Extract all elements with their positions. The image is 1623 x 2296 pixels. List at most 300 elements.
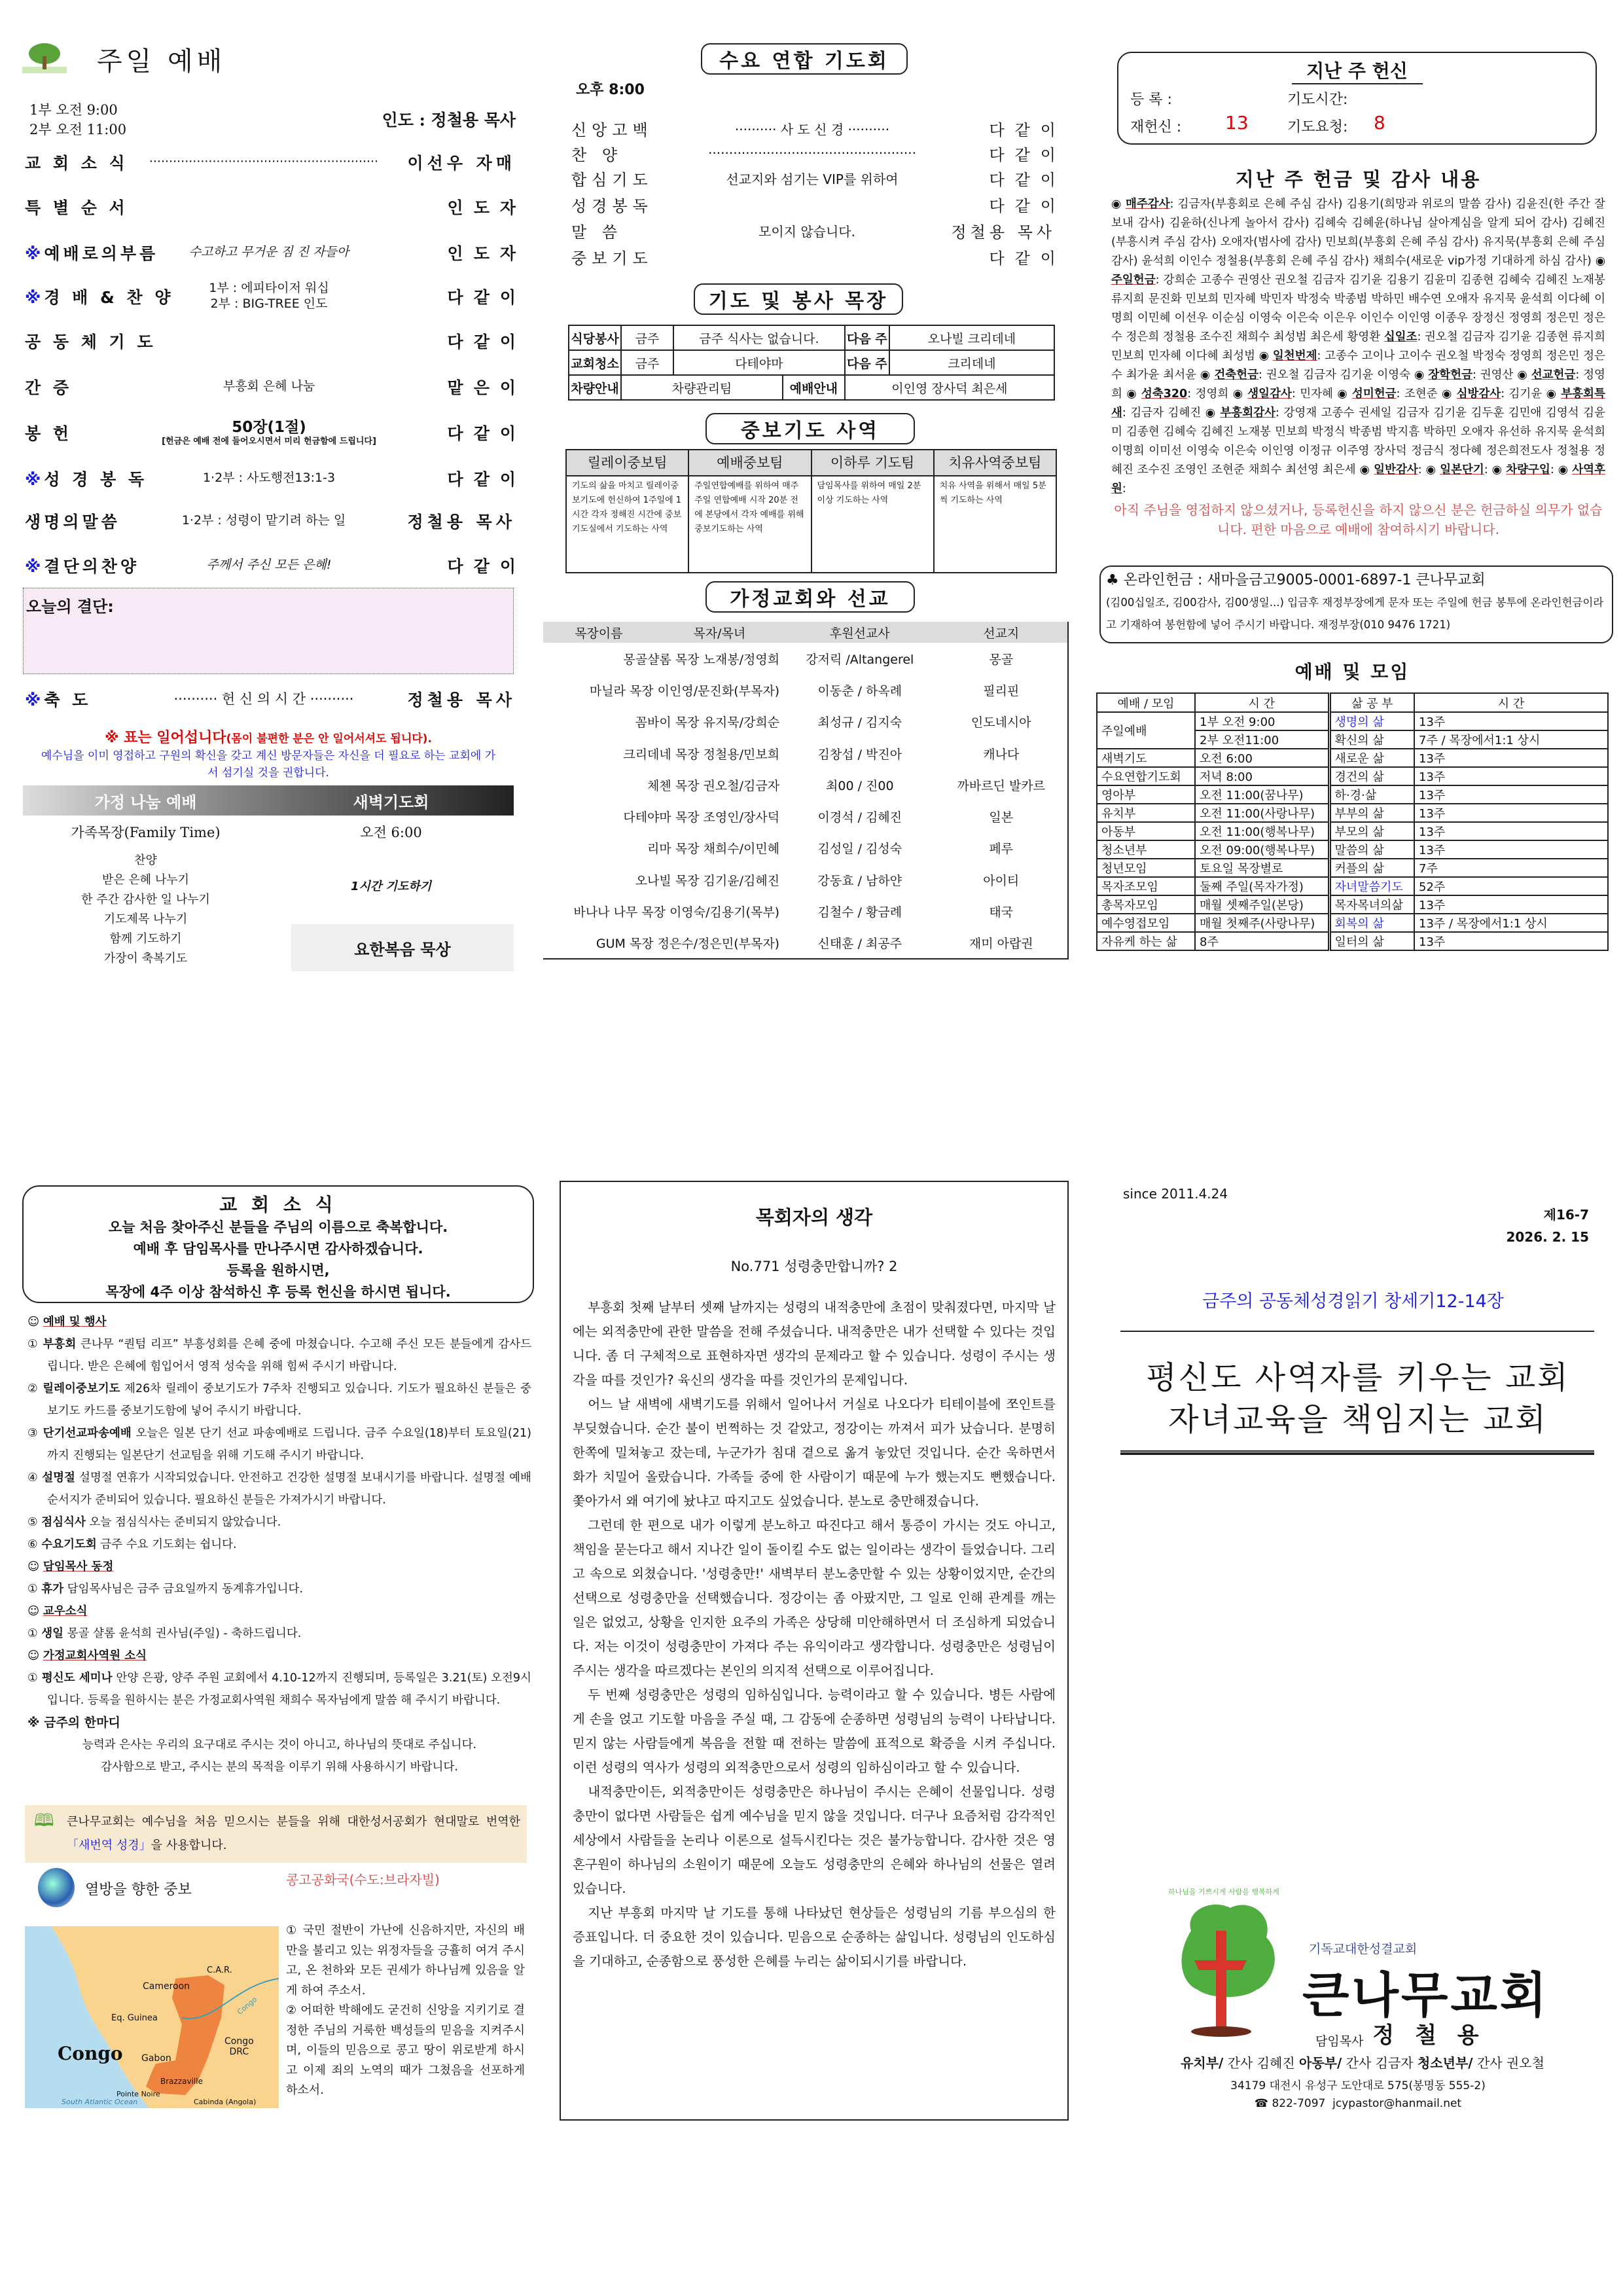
mission-row xyxy=(543,895,1067,927)
welcome-line: 목장에 4주 이상 참석하신 후 등록 헌신을 하시면 됩니다. xyxy=(105,1284,451,1300)
benediction-mid: ·········· 헌 신 의 시 간 ·········· xyxy=(173,691,354,707)
team-desc: 주일연합예배를 위하여 매주 주일 연합예배 시작 20분 전에 본당에서 각자 예배를 위해 중보기도하는 사역 xyxy=(688,476,811,573)
bullet-icon: ◉ xyxy=(1258,350,1270,363)
staff-dept: 유치부/ xyxy=(1181,2055,1224,2071)
phone-number: 822-7097 xyxy=(1272,2097,1326,2110)
life-study: 회복의 삶 xyxy=(1329,914,1414,932)
globe-icon xyxy=(38,1868,75,1907)
nations-title: 열방을 향한 중보 xyxy=(85,1882,192,1898)
meetings-row xyxy=(1097,932,1608,950)
mission-table xyxy=(543,622,1069,960)
news-item xyxy=(27,1467,531,1511)
mokjang-name: 리마 목장 xyxy=(647,842,700,857)
home-worship-header: 가정 나눔 예배 xyxy=(94,793,197,812)
bible-version-pre: 큰나무교회는 예수님을 처음 믿으시는 분들을 위해 대한성서공회가 현대말로 번역한 xyxy=(67,1815,520,1829)
worship-order-row xyxy=(25,552,526,579)
life-study-weeks: 13주 / 목장에서1:1 상시 xyxy=(1414,914,1608,932)
church-news-title: 교 회 소 식 xyxy=(219,1194,337,1215)
essay-paragraph: 두 번째 성령충만은 성령의 임하심입니다. 능력이라고 할 수 있습니다. 병든 사람에게 손을 얹고 기도할 마음을 주실 때, 그 감동에 순종하면 성령님의 능력이 나타납니다. 믿지 않는 사람들에게 복음을 전할 때 전하는 말씀에 표적으로 확증을 시켜 주십니다. 이런 성령의 역사가 성령의 외적충만으로서 성령의 임하심이라고 할 수 있습니다. xyxy=(573,1687,1056,1775)
life-study-weeks: 7주 / 목장에서1:1 상시 xyxy=(1414,730,1608,749)
offering-names: 권영산 xyxy=(1480,368,1514,382)
nations-prayers xyxy=(286,1921,525,2101)
decision-box[interactable] xyxy=(23,588,514,674)
offering-label: 성축320 xyxy=(1141,387,1188,401)
mission-row xyxy=(543,864,1067,895)
mission-row xyxy=(543,738,1067,769)
prayer-time-label: 기도시간: xyxy=(1287,92,1348,108)
order-label-wrap xyxy=(25,375,136,399)
dawn-time: 오전 6:00 xyxy=(360,825,422,840)
offering-names: 고종수 고이나 고이수 권오철 박정숙 정영희 정은민 정은수 최가윤 최서윤 xyxy=(1111,350,1605,382)
club-icon: ♣ xyxy=(1106,572,1119,588)
online-offering-box xyxy=(1099,565,1613,643)
news-item-head: 릴레이중보기도 xyxy=(43,1382,120,1395)
offering-label: 차량구입 xyxy=(1506,463,1550,476)
mission-mokjang-cell xyxy=(543,681,785,699)
offering-label: 일반감사 xyxy=(1374,463,1418,476)
meeting-time: 매월 첫째주(사랑나무) xyxy=(1195,914,1329,932)
order-detail xyxy=(136,281,402,312)
life-study-weeks: 13주 xyxy=(1414,840,1608,859)
since-date: since 2011.4.24 xyxy=(1123,1186,1228,1202)
worship-leader: 인도 : 정철용 목사 xyxy=(382,111,516,130)
rededication-label: 재헌신 : xyxy=(1130,119,1182,135)
shepherd-couple: 유지묵/강희순 xyxy=(703,715,780,730)
offering-names: 김금자 김혜진 xyxy=(1130,406,1202,420)
order-detail-line: ·························································· xyxy=(149,154,379,170)
home-step: 기도제목 나누기 xyxy=(103,912,188,926)
missionary: 강저릭 /Altangerel xyxy=(806,652,914,667)
map-label-congo: Congo xyxy=(58,2043,123,2064)
mission-mokjang-cell xyxy=(543,745,785,762)
life-study-weeks: 13주 xyxy=(1414,822,1608,840)
worship-title: 주일 예배 xyxy=(97,46,226,77)
mokjang-name: 체첸 목장 xyxy=(647,778,700,793)
wednesday-row xyxy=(571,141,1066,165)
usher-value: 이인영 장사덕 최은세 xyxy=(845,375,1054,400)
life-study: 확신의 삶 xyxy=(1329,730,1414,749)
mokjang-name: 몽골샬롬 목장 xyxy=(623,652,700,667)
news-section-heading xyxy=(27,1645,531,1667)
offering-names: 조현준 xyxy=(1404,387,1438,401)
wednesday-label: 중보기도 xyxy=(571,249,653,268)
essay-paragraph: 부흥회 첫째 날부터 셋째 날까지는 성령의 내적충만에 초점이 맞춰졌다면, 마지막 날에는 외적충만에 관한 말씀을 전해 주셨습니다. 내적충만은 내가 선택할 수 있다는 것입니다. 좀 더 구체적으로 표현하자면 생각의 문제라고 할 수 있습니다. 성령이 주시는 생각을 따를 것인가? 육신의 생각을 따를 것인가의 문제입니다. xyxy=(573,1300,1056,1388)
john-meditation: 요한복음 묵상 xyxy=(354,940,451,959)
news-item-number: ① xyxy=(27,1672,38,1685)
mokjang-name: 바나나 나무 목장 xyxy=(573,905,666,920)
order-leader: 정철용 목사 xyxy=(407,512,516,531)
missionary: 최00 / 진00 xyxy=(826,778,894,793)
offering-label: 건축헌금 xyxy=(1214,368,1258,382)
meetings-header: 삶 공 부 xyxy=(1329,693,1414,712)
meeting-time: 오전 11:00(사랑나무) xyxy=(1195,804,1329,822)
map-label-drc-1: Congo xyxy=(224,2036,254,2047)
order-label-wrap xyxy=(25,509,136,533)
offering-names: 정영희 xyxy=(1111,368,1605,401)
order-label-wrap xyxy=(25,554,140,577)
offering-group: ◉ 차량구입: xyxy=(1491,463,1558,476)
order-label-wrap xyxy=(25,151,136,174)
map-label-gabon: Gabon xyxy=(141,2053,171,2064)
offering-list xyxy=(1111,195,1605,539)
life-study-weeks: 52주 xyxy=(1414,877,1608,895)
order-detail-line: 1부 : 에피타이저 워십 xyxy=(209,281,329,296)
news-item-head: 평신도 세미나 xyxy=(41,1672,113,1685)
clean-this: 금주 xyxy=(621,350,673,375)
meetings-row xyxy=(1097,712,1608,730)
decision-label: 오늘의 결단: xyxy=(26,598,114,616)
welcome-text xyxy=(24,1217,533,1303)
wednesday-detail: 선교지와 섬기는 VIP를 위하여 xyxy=(726,171,899,187)
wednesday-label: 성경봉독 xyxy=(571,196,653,215)
mission-row xyxy=(543,706,1067,738)
map-label-car: C.A.R. xyxy=(207,1965,232,1975)
order-detail xyxy=(136,513,391,529)
order-leader: 인도자 xyxy=(447,244,526,263)
bullet-icon: ◉ xyxy=(1232,387,1243,401)
worship-time-1: 1부 오전 9:00 xyxy=(29,102,118,118)
offering-label: 일천번제 xyxy=(1272,350,1317,363)
mission-rows xyxy=(543,643,1067,959)
pastor-essay xyxy=(560,1181,1069,2121)
offering-names: 강영재 고종수 권세일 김금자 김기윤 김두훈 김민애 김영석 김윤미 김종현 김혜숙 김혜진 노재봉 민보희 박정식 박종범 박지흠 박하민 오애자 유선하 유지묵 윤석희 이명희 이미선 이영숙 이은숙 이인영 이정규 이주영 장사덕 정금식 정다혜 정은희전도사 정철용 정혜진 조수진 조영인 조현준 채희수 최선영 최은세 xyxy=(1111,406,1605,476)
order-leader: 다같이 xyxy=(447,424,526,443)
wednesday-row xyxy=(571,166,1066,190)
meetings-row xyxy=(1097,767,1608,785)
order-leader: 이선우 자매 xyxy=(407,154,516,173)
pastor-name: 정 철 용 xyxy=(1372,2022,1486,2049)
order-label: 예배로의부름 xyxy=(44,244,159,263)
team-name: 치유사역중보팀 xyxy=(934,450,1056,476)
offering-group: ◉ 일반감사: xyxy=(1359,463,1426,476)
mission-country: 페루 xyxy=(989,842,1014,857)
staff-role: 간사 김금자 xyxy=(1346,2055,1414,2071)
register-label: 등 록 : xyxy=(1130,92,1172,108)
worship-order-row xyxy=(25,508,516,534)
mokjang-name: 오나빌 목장 xyxy=(635,873,700,888)
mission-row xyxy=(543,769,1067,800)
news-section-title: 담임목사 동정 xyxy=(43,1560,114,1573)
shepherd-couple: 권오철/김금자 xyxy=(703,778,780,793)
bible-version-name: 「새번역 성경」 xyxy=(67,1839,151,1852)
news-item-number: ⑤ xyxy=(27,1516,38,1529)
offering-group: ◉ 일본단기: xyxy=(1425,463,1492,476)
news-item-head: 점심식사 xyxy=(41,1516,86,1529)
meeting-time: 오전 09:00(행복나무) xyxy=(1195,840,1329,859)
wednesday-row xyxy=(571,117,1066,140)
meeting-name: 청년모임 xyxy=(1097,859,1195,877)
offering-group: ◉ 매주감사: 김금자(부흥회로 은혜 주심 감사) 김용기(희망과 위로의 말씀 감사) 김윤진(한 주간 잘 보내 감사) 김윤하(신나게 놀아서 감사) 김혜숙 김혜윤(하나님 살아계심을 알게 되어 감사) 김혜진(부흥시켜 주심 감사) 오애자(범사에 감사) 민보희(부흥회 은혜 주심 감사) 유지묵(부흥회 은혜 주심 감사) 윤석희 이인수 정철용(부흥회 은혜 주심 감사) 채희수(새로운 vip가정 기대하게 하심 감사) xyxy=(1111,198,1605,268)
meetings-title: 예배 및 모임 xyxy=(1294,661,1410,683)
order-label: 간 증 xyxy=(25,378,73,397)
offering-label: 선교헌금 xyxy=(1531,368,1576,382)
essay-paragraph: 그런데 한 편으로 내가 이렇게 분노하고 따진다고 해서 통증이 가시는 것도 아니고, 책임을 묻는다고 해서 지나간 일이 돌이킬 수도 없는 일이라는 생각이 들었습니다. 그리고 속으로 외쳤습니다. '성령충만!' 새벽부터 분노충만할 수 있는 상황이었지만, 순간의 선택으로 성령충만을 선택했습니다. 정강이는 좀 아팠지만, 그 일로 인해 관계를 깨는 일은 없었고, 상황을 인지한 요주의 가족은 상당해 미안해하면서 더 조심하게 되었습니다. 저는 이것이 성령충만이 가져다 주는 유익이라고 생각합니다. 성령충만은 성령님이 주시는 생각을 따르겠다는 본인의 의지적 선택으로 이루어집니다. xyxy=(573,1518,1056,1678)
welcome-line: 오늘 처음 찾아주신 분들을 주님의 이름으로 축복합니다. xyxy=(108,1219,448,1235)
meeting-name: 자유케 하는 삶 xyxy=(1097,932,1195,950)
wednesday-label: 신앙고백 xyxy=(571,120,653,139)
life-study: 자녀말씀기도 xyxy=(1329,877,1414,895)
order-label-wrap xyxy=(25,195,136,219)
mission-mokjang-cell xyxy=(543,776,785,794)
life-study: 목자목녀의삶 xyxy=(1329,895,1414,914)
home-step: 한 주간 감사한 일 나누기 xyxy=(81,893,210,906)
pastor xyxy=(1315,2017,1486,2049)
bullet-icon: ◉ xyxy=(1546,387,1557,401)
wednesday-label: 합심기도 xyxy=(571,170,653,189)
stand-notice-sub: (몸이 불편한 분은 안 일어서셔도 됩니다). xyxy=(226,732,432,745)
life-study: 생명의 삶 xyxy=(1329,712,1414,730)
wednesday-leader: 다같이 xyxy=(989,249,1066,268)
news-item-number: ① xyxy=(27,1338,39,1351)
map-label-drc-2: DRC xyxy=(229,2047,249,2057)
wednesday-leader: 정철용 목사 xyxy=(951,223,1056,242)
offering-label: 십일조 xyxy=(1383,331,1418,344)
shepherd-couple: 이영숙/김용기(목부) xyxy=(669,905,780,920)
weekly-word-line: 감사함으로 받고, 주시는 분의 목적을 이루기 위해 사용하시기 바랍니다. xyxy=(101,1761,458,1774)
mission-header-cell: 목장이름 xyxy=(575,626,623,641)
bullet-icon: ◉ xyxy=(1111,198,1122,211)
online-offering-desc: (김00십일조, 김00감사, 김00생일...) 입금후 재정부장에게 문자 또는 주일에 헌금 봉투에 온라인헌금이라고 기재하여 봉헌함에 넣어 주시기 바랍니다. 재정부장(010 9476 1721) xyxy=(1106,596,1604,631)
worship-time-2: 2부 오전 11:00 xyxy=(29,122,127,137)
order-leader: 다같이 xyxy=(447,470,526,489)
bullet-icon: ◉ xyxy=(1425,463,1436,476)
life-study-weeks: 13주 xyxy=(1414,767,1608,785)
mission-mokjang-cell xyxy=(543,808,785,825)
order-label: 봉 헌 xyxy=(25,424,73,443)
offering-label: 심방감사 xyxy=(1456,387,1501,401)
staff-dept: 청소년부/ xyxy=(1417,2055,1473,2071)
usher-label: 예배안내 xyxy=(783,375,845,400)
order-label-wrap xyxy=(25,467,148,490)
mission-mokjang-cell xyxy=(543,903,785,920)
email[interactable]: jcypastor@hanmail.net xyxy=(1332,2097,1462,2110)
intercession-title-text: 중보기도 사역 xyxy=(740,420,880,442)
news-item-text: 제26차 릴레이 중보기도가 7주차 진행되고 있습니다. 기도가 필요하신 분들은 중보기도 카드를 중보기도함에 넣어 주시기 바랍니다. xyxy=(47,1382,531,1418)
benediction-who: 정철용 목사 xyxy=(407,691,516,709)
order-label: 경 배 & 찬 양 xyxy=(44,288,174,307)
stand-notice-main: ※ 표는 일어섭니다 xyxy=(105,730,226,746)
missionary: 이경석 / 김혜진 xyxy=(817,810,902,825)
offering-group: ◉ 생일감사: 민자혜 xyxy=(1232,387,1333,401)
wednesday-leader: 다같이 xyxy=(989,170,1066,189)
life-study-weeks: 13주 xyxy=(1414,932,1608,950)
news-item-text: 오늘은 일본 단기 선교 파송예배로 드립니다. 금주 수요일(18)부터 토요일(21)까지 진행되는 일본단기 선교팀을 위해 기도해 주시기 바랍니다. xyxy=(47,1427,531,1462)
order-detail-line: 수고하고 무거운 짐 진 자들아 xyxy=(188,245,349,260)
motto-1: 평신도 사역자를 키우는 교회 xyxy=(1146,1359,1570,1396)
bullet-icon: ◉ xyxy=(1414,368,1425,382)
meeting-time: 오전 6:00 xyxy=(1195,749,1329,767)
wednesday-leader: 다같이 xyxy=(989,120,1066,139)
offering-label: 부흥회감사 xyxy=(1220,406,1276,420)
meeting-time: 둘째 주일(목자가정) xyxy=(1195,877,1329,895)
life-study-weeks: 13주 xyxy=(1414,785,1608,804)
meeting-name: 새벽기도 xyxy=(1097,749,1195,767)
mokjang-name: GUM 목장 xyxy=(596,937,654,952)
car-label: 차량안내 xyxy=(569,375,621,400)
bullet-icon: ◉ xyxy=(1491,463,1503,476)
offering-group: ◉ 부흥회특새: 김금자 김혜진 xyxy=(1111,387,1605,420)
map-label-brazzaville: Brazzaville xyxy=(160,2077,203,2086)
news-item-text: 안양 은광, 양주 주원 교회에서 4.10-12까지 진행되며, 등록일은 3.21(토) 오전9시입니다. 등록을 원하시는 분은 가정교회사역원 채희수 목자님에게 말씀 해 주시기 바랍니다. xyxy=(47,1672,531,1707)
meetings-row xyxy=(1097,914,1608,932)
meeting-time: 1부 오전 9:00 xyxy=(1195,712,1329,730)
offering-label: 생일감사 xyxy=(1247,387,1292,401)
mokjang-name: 크리데네 목장 xyxy=(623,747,700,762)
mission-title xyxy=(705,581,915,613)
meetings-row xyxy=(1097,895,1608,914)
shepherd-couple: 채희수/이민혜 xyxy=(703,842,780,857)
worship-order-row xyxy=(25,240,526,266)
essay-subtitle: No.771 성령충만합니까? 2 xyxy=(730,1259,898,1274)
order-leader: 다같이 xyxy=(447,332,526,351)
weekly-word-title: ※ 금주의 한마디 xyxy=(27,1715,120,1730)
mission-title-text: 가정교회와 선교 xyxy=(730,588,891,611)
car-value: 차량관리팀 xyxy=(621,375,783,400)
order-label-wrap xyxy=(25,241,159,264)
offering-label: 성미헌금 xyxy=(1351,387,1397,401)
map-label-cameroon: Cameroon xyxy=(143,1981,190,1992)
meetings-row xyxy=(1097,877,1608,895)
news-item-head: 생일 xyxy=(41,1627,64,1640)
order-detail xyxy=(136,471,402,486)
news-item xyxy=(27,1623,531,1645)
prayer-request-count: 8 xyxy=(1374,112,1385,134)
meeting-name: 유치부 xyxy=(1097,804,1195,822)
missionary: 김창섭 / 박진아 xyxy=(817,747,902,762)
map-label-drc xyxy=(224,2036,254,2057)
welcome-box xyxy=(22,1185,534,1303)
stand-mark: ※ xyxy=(25,244,45,263)
shepherd-couple: 조영인/장사덕 xyxy=(703,810,780,825)
bottom-double-rule xyxy=(1120,1450,1594,1455)
offering-label: 일본단기 xyxy=(1440,463,1484,476)
life-study: 하·경·삶 xyxy=(1329,785,1414,804)
issue-date: 2026. 2. 15 xyxy=(1506,1229,1589,1245)
map-label-pointe-noire: Pointe Noire xyxy=(116,2090,160,2098)
map-label-ocean: South Atlantic Ocean xyxy=(62,2098,138,2106)
news-item-head: 부흥회 xyxy=(43,1338,77,1351)
missionary: 신태훈 / 최공주 xyxy=(817,937,902,952)
meetings-header: 시 간 xyxy=(1195,693,1329,712)
bullet-icon: ◉ xyxy=(1200,368,1211,382)
meeting-time: 저녁 8:00 xyxy=(1195,767,1329,785)
logo-arc-text: 하나님을 기쁘시게 사람을 행복하게 xyxy=(1168,1888,1279,1896)
news-item-number: ① xyxy=(27,1583,38,1596)
order-label: 교 회 소 식 xyxy=(25,154,128,173)
news-item-head: 단기선교파송예배 xyxy=(43,1427,132,1440)
bullet-icon: ◉ xyxy=(1442,387,1453,401)
order-leader: 다같이 xyxy=(447,288,526,307)
meeting-name: 목자조모임 xyxy=(1097,877,1195,895)
bullet-icon: ◉ xyxy=(1359,463,1370,476)
bullet-icon: ◉ xyxy=(1558,463,1569,476)
meetings-header-row xyxy=(1097,693,1608,712)
bible-version-box xyxy=(25,1805,527,1863)
offering-group: ◉ 성축320: 정영희 xyxy=(1126,387,1229,401)
offering-names: 김기윤 xyxy=(1508,387,1543,401)
bullet-icon: ◉ xyxy=(1337,387,1348,401)
smiley-icon: ☺ xyxy=(27,1649,40,1662)
offering-label: 주일헌금 xyxy=(1111,274,1156,287)
mission-row xyxy=(543,643,1067,674)
wednesday-label: 말 씀 xyxy=(571,223,622,242)
meeting-time: 오전 11:00(행복나무) xyxy=(1195,822,1329,840)
tree-icon xyxy=(22,41,67,73)
essay-paragraph: 어느 날 새벽에 새벽기도를 위해서 일어나서 거실로 나오다가 티테이블에 쪼인트를 부딪혔습니다. 순간 불이 번쩍하는 것 같았고, 정강이는 까져서 피가 났습니다. 분명히 한쪽에 밀쳐놓고 잤는데, 누군가가 침대 곁으로 옮겨 놓았던 것입니다. 순간 욱하면서 화가 치밀어 올랐습니다. 가족들 중에 한 사람이기 때문에 누가 했는지도 뻔했습니다. 쫓아가서 왜 여기에 놨냐고 따지고도 싶었습니다. 분노로 충만해졌습니다. xyxy=(573,1397,1056,1509)
missionary: 이동춘 / 하옥례 xyxy=(817,683,902,698)
wednesday-title-text: 수요 연합 기도회 xyxy=(719,50,889,73)
mission-country: 아이티 xyxy=(983,873,1020,888)
meetings-table xyxy=(1096,692,1609,951)
intercession-title xyxy=(705,413,915,444)
news-section-heading xyxy=(27,1311,531,1333)
mission-country: 일본 xyxy=(989,810,1014,825)
clean-next: 다음 주 xyxy=(845,350,889,375)
wednesday-row xyxy=(571,219,1056,242)
stand-mark: ※ xyxy=(25,691,45,709)
smiley-icon: ☺ xyxy=(27,1605,40,1618)
order-detail-line: 주께서 주신 모든 은혜! xyxy=(206,558,332,573)
offering-names: 민자혜 xyxy=(1300,387,1333,401)
mokjang-name: 꼼바이 목장 xyxy=(635,715,700,730)
shepherd-couple: 정은수/정은민(부목자) xyxy=(657,937,780,952)
nation-prayer-item: ① 국민 절반이 가난에 신음하지만, 자신의 배만을 불리고 있는 위정자들을 긍휼히 여겨 주시고, 온 천하와 모든 권세가 하나님께 있음을 알게 하여 주소서. xyxy=(286,1924,525,1998)
welcome-line: 예배 후 담임목사를 만나주시면 감사하겠습니다. xyxy=(133,1241,423,1257)
meeting-name: 영아부 xyxy=(1097,785,1195,804)
life-study: 말씀의 삶 xyxy=(1329,840,1414,859)
home-step: 찬양 xyxy=(134,853,157,867)
life-study-weeks: 13주 xyxy=(1414,749,1608,767)
wednesday-leader: 다같이 xyxy=(989,196,1066,215)
phone-icon: ☎ xyxy=(1254,2097,1269,2110)
meeting-name: 예수영접모임 xyxy=(1097,914,1195,932)
benediction-label: 축 도 xyxy=(44,691,92,709)
worship-order-row xyxy=(25,418,526,447)
nation-prayer-item: ② 어떠한 박해에도 굳건히 신앙을 지키기로 결정한 주님의 거룩한 백성들의 믿음을 지켜주시며, 이들의 믿음으로 콩고 땅이 위로받게 하시고 이제 죄의 노역의 때가 그쳤음을 선포하게 하소서. xyxy=(286,2003,525,2097)
life-study: 부부의 삶 xyxy=(1329,804,1414,822)
offering-label: 부흥회특새 xyxy=(1111,387,1605,420)
team-desc: 담임목사를 위하여 매일 2분 이상 기도하는 사역 xyxy=(812,476,934,573)
mission-country: 몽골 xyxy=(989,652,1014,667)
staff-role: 간사 김혜진 xyxy=(1227,2055,1295,2071)
wednesday-title xyxy=(701,43,908,75)
offering-group: ◉ 성미헌금: 조현준 xyxy=(1337,387,1438,401)
offering-group: ◉ 선교헌금: 정영희 xyxy=(1111,368,1605,401)
service-title-text: 기도 및 봉사 목장 xyxy=(708,290,889,313)
order-label: 결단의찬양 xyxy=(44,557,140,576)
news-section-heading xyxy=(27,1600,531,1623)
offering-label: 장학헌금 xyxy=(1428,368,1472,382)
news-section-title: 교우소식 xyxy=(43,1605,88,1618)
mission-mokjang-cell xyxy=(543,650,785,668)
offering-names: 권오철 김금자 김기윤 김종현 류지희 민보희 민자혜 이다혜 최성범 xyxy=(1111,331,1605,363)
pastor-label: 담임목사 xyxy=(1315,2034,1364,2049)
denomination: 기독교대한성결교회 xyxy=(1309,1942,1418,1956)
mission-row xyxy=(543,833,1067,864)
news-item-text: 몽골 샬롬 윤석희 권사님(주일) - 축하드립니다. xyxy=(67,1627,302,1640)
meeting-name: 총목자모임 xyxy=(1097,895,1195,914)
meetings-row xyxy=(1097,859,1608,877)
mission-country: 까바르딘 발카르 xyxy=(957,778,1046,793)
service-title xyxy=(694,283,903,315)
news-item-number: ② xyxy=(27,1382,39,1395)
team-desc: 치유 사역을 위해서 매일 5분씩 기도하는 사역 xyxy=(934,476,1056,573)
offering-names: 권오철 김금자 김기윤 이영숙 xyxy=(1266,368,1411,382)
prayer-request-label: 기도요청: xyxy=(1287,119,1348,135)
life-study: 커플의 삶 xyxy=(1329,859,1414,877)
intercession-desc-row xyxy=(566,476,1056,573)
news-item xyxy=(27,1667,531,1712)
